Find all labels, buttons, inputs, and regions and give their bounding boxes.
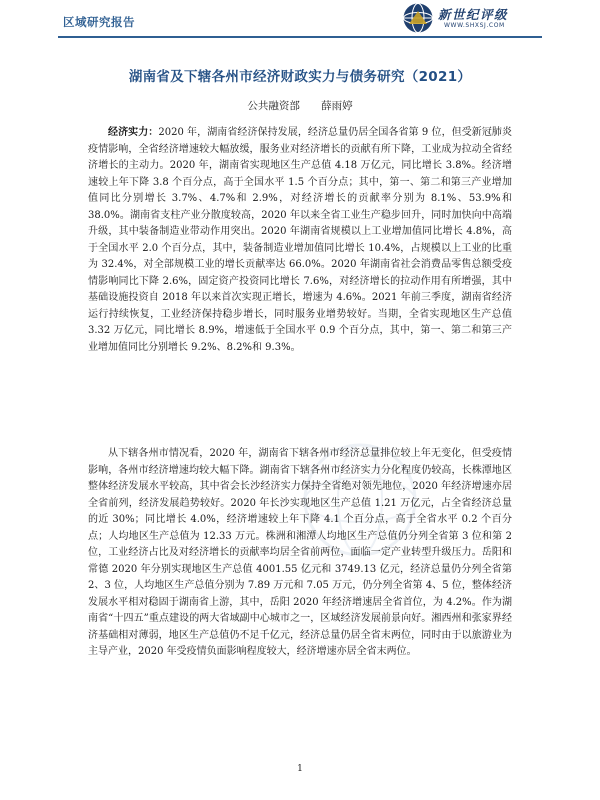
author-department: 公共融资部 xyxy=(247,100,300,112)
globe-icon xyxy=(402,2,434,34)
paragraph-economic-strength xyxy=(88,125,512,356)
page-header xyxy=(0,0,600,44)
logo-url: WWW.SHXSJ.COM xyxy=(444,22,505,29)
authors-line xyxy=(60,98,540,113)
company-logo xyxy=(402,2,542,34)
document-title: 湖南省及下辖各州市经济财政实力与债务研究（2021） xyxy=(128,69,472,85)
paragraph-lead: 经济实力： xyxy=(108,127,159,138)
page-number: 1 xyxy=(297,764,303,774)
header-divider xyxy=(58,36,542,38)
paragraph-prefecture-overview xyxy=(88,446,512,661)
author-name: 薛雨婷 xyxy=(321,100,353,112)
logo-name: 新世纪评级 xyxy=(438,7,509,22)
section-label: 区域研究报告 xyxy=(63,15,135,29)
paragraph-body: 从下辖各州市情况看，2020 年，湖南省下辖各州市经济总量排位较上年无变化，但受疫情影响，各州市经济增速均较大幅下降。湖南省下辖各州市经济实力分化程度仍较高，长株潭地区整体经济发展水平较高，其中省会长沙经济实力保持全省绝对领先地位，2020 年经济增速亦居全省前列，经济发展趋势较好。2020 年长沙实现地区生产总值 1.21 万亿元，占全省经济总量的近 30%；同比增长 4.0%，经济增速较上年下降 4.1 个百分点，高于全省水平 0.2 个百分点；人均地区生产总值为 12.33 万元。株洲和湘潭人均地区生产总值仍分列全省第 3 位和第 2 位，工业经济占比及对经济增长的贡献率均居全省前两位，面临一定产业转型升级压力。岳阳和常德 2020 年分别实现地区生产总值 4001.55 亿元和 3749.13 亿元，经济总量仍分列全省第 2、3 位，人均地区生产总值分别为 7.89 万元和 7.05 万元，仍分列全省第 4、5 位，整体经济发展水平相对稳固于湖南省上游，其中，岳阳 2020 年经济增速居全省首位，为 4.2%。作为湖南省“十四五”重点建设的两大省域副中心城市之一，区域经济发展前景向好。湘西州和张家界经济基础相对薄弱，地区生产总值仍不足千亿元，经济总量仍居全省末两位，同时由于以旅游业为主导产业，2020 年受疫情负面影响程度较大，经济增速亦居全省末两位。 xyxy=(88,448,512,657)
paragraph-body: 2020 年，湖南省经济保持发展，经济总量仍居全国各省第 9 位，但受新冠肺炎疫情影响，全省经济增速较大幅放缓，服务业对经济增长的贡献有所下降，工业成为拉动全省经济增长的主动力。2020 年，湖南省实现地区生产总值 4.18 万亿元，同比增长 3.8%。经济增速较上年下降 3.8 个百分点，高于全国水平 1.5 个百分点；其中，第一、第二和第三产业增加值同比分别增长 3.7%、4.7%和 2.9%，对经济增长的贡献率分别为 8.1%、53.9%和 38.0%。湖南省支柱产业分散度较高，2020 年以来全省工业生产稳步回升，同时加快向中高端升级，其中装备制造业带动作用突出。2020 年湖南省规模以上工业增加值同比增长 4.8%，高于全国水平 2.0 个百分点，其中，装备制造业增加值同比增长 10.4%，占规模以上工业的比重为 32.4%，对全部规模工业的增长贡献率达 66.0%。2020 年湖南省社会消费品零售总额受疫情影响同比下降 2.6%，固定资产投资同比增长 7.6%，对经济增长的拉动作用有所增强，其中基础设施投资自 2018 年以来首次实现正增长，增速为 4.6%。2021 年前三季度，湖南省经济运行持续恢复，工业经济保持稳步增长，同时服务业增势较好。当期，全省实现地区生产总值 3.32 万亿元，同比增长 8.9%，增速低于全国水平 0.9 个百分点，其中，第一、第二和第三产业增加值同比分别增长 9.2%、8.2%和 9.3%。 xyxy=(88,127,512,353)
